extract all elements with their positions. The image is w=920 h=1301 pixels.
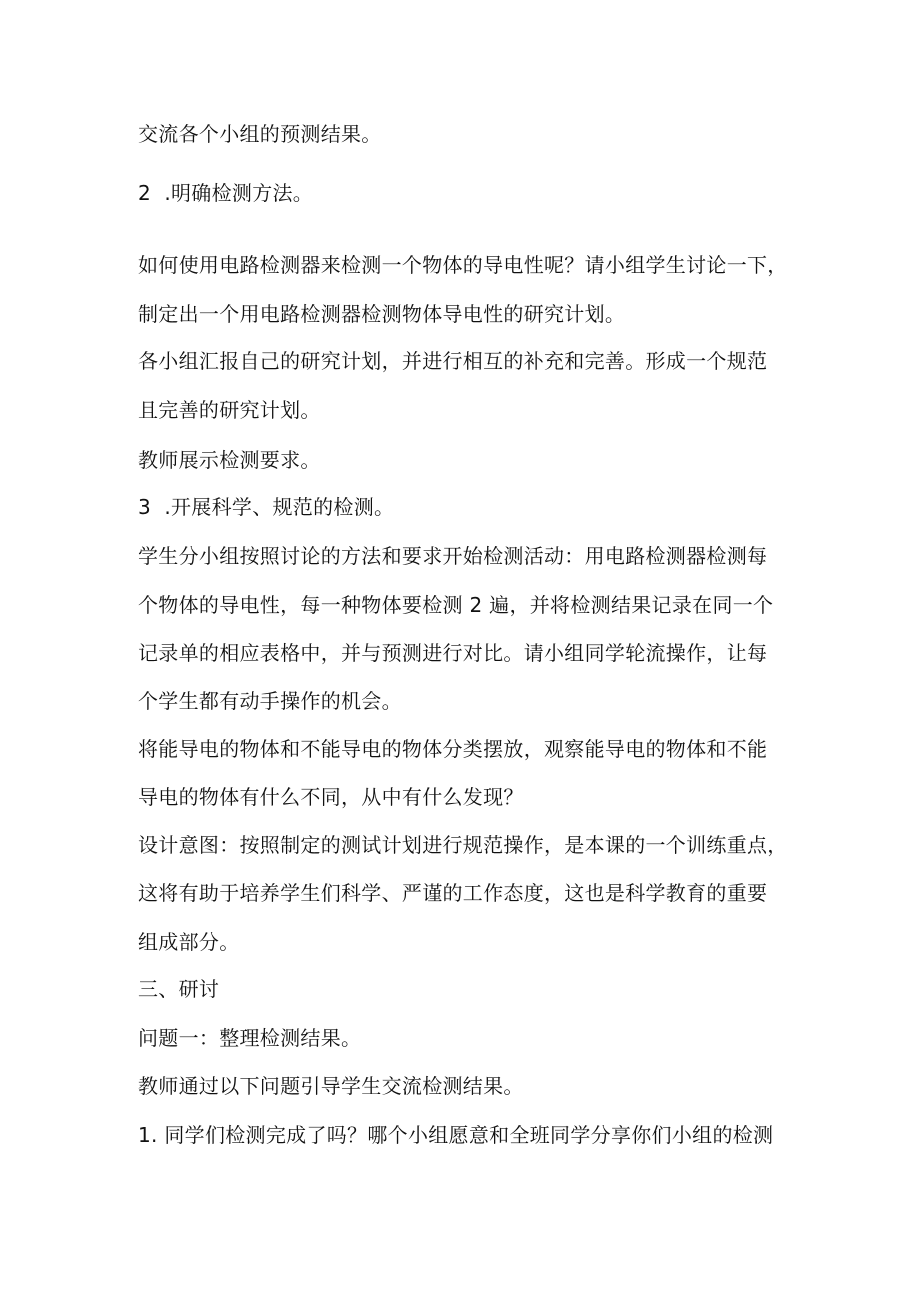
text-line: 记录单的相应表格中，并与预测进行对比。请小组同学轮流操作，让每	[138, 641, 768, 665]
text-line: 组成部分。	[138, 930, 240, 954]
text-line: 个学生都有动手操作的机会。	[138, 689, 402, 713]
text-line: 教师展示检测要求。	[138, 448, 321, 472]
text-line: 这将有助于培养学生们科学、严谨的工作态度，这也是科学教育的重要	[138, 881, 768, 905]
section-heading: 三、研讨	[138, 977, 220, 1001]
text-line: 交流各个小组的预测结果。	[138, 122, 382, 146]
text-line: 如何使用电路检测器来检测一个物体的导电性呢？请小组学生讨论一下，	[138, 253, 788, 277]
question-heading: 问题一：整理检测结果。	[138, 1026, 362, 1050]
step-heading: 3 .开展科学、规范的检测。	[138, 495, 395, 519]
text-line: 设计意图：按照制定的测试计划进行规范操作，是本课的一个训练重点，	[138, 833, 788, 857]
text-line: 制定出一个用电路检测器检测物体导电性的研究计划。	[138, 302, 626, 326]
text-line: 个物体的导电性，每一种物体要检测 2 遍，并将检测结果记录在同一个	[138, 593, 774, 617]
text-line: 1. 同学们检测完成了吗？哪个小组愿意和全班同学分享你们小组的检测	[138, 1123, 774, 1147]
text-line: 学生分小组按照讨论的方法和要求开始检测活动：用电路检测器检测每	[138, 544, 768, 568]
text-line: 将能导电的物体和不能导电的物体分类摆放，观察能导电的物体和不能	[138, 737, 768, 761]
text-line: 导电的物体有什么不同，从中有什么发现？	[138, 785, 524, 809]
text-line: 教师通过以下问题引导学生交流检测结果。	[138, 1074, 524, 1098]
text-line: 且完善的研究计划。	[138, 398, 321, 422]
step-heading: 2 .明确检测方法。	[138, 181, 314, 205]
text-line: 各小组汇报自己的研究计划，并进行相互的补充和完善。形成一个规范	[138, 349, 768, 373]
